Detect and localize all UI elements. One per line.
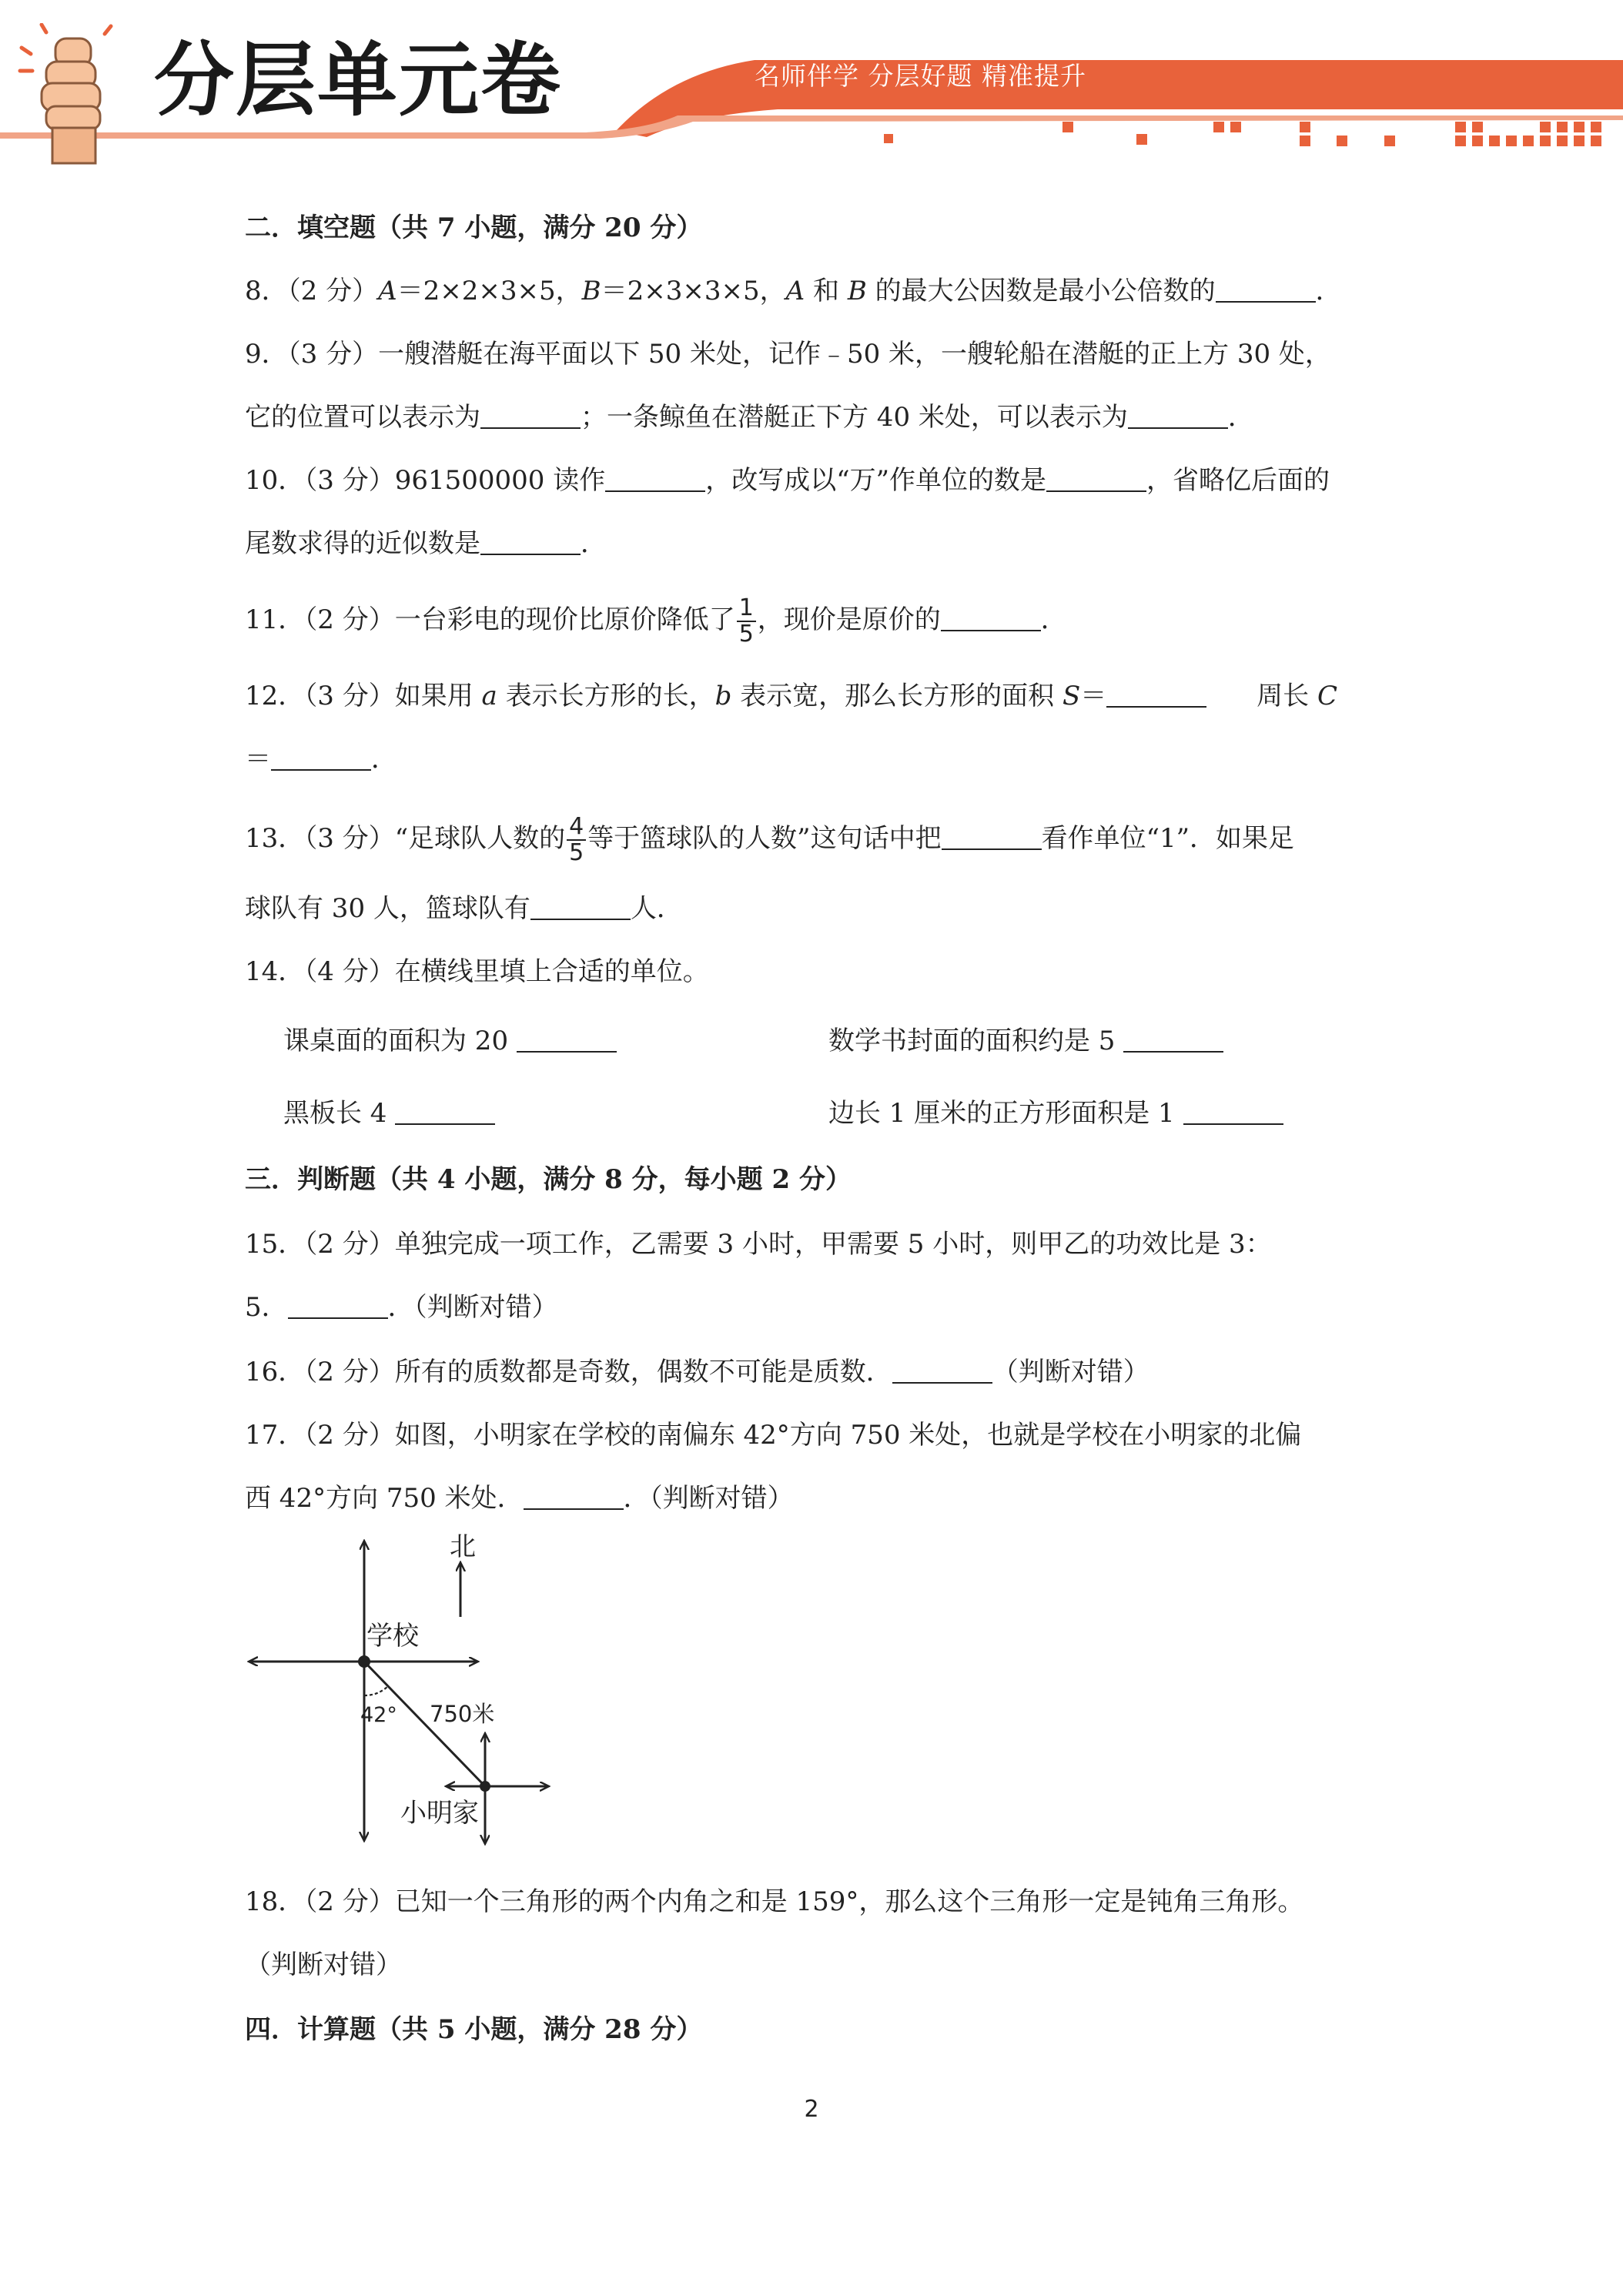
question-17-line-2: 西 42°方向 750 米处． ．（判断对错） <box>245 1483 794 1514</box>
question-12-line-1: 12．（3 分）如果用 a 表示长方形的长，b 表示宽，那么长方形的面积 S＝ 周长 C <box>245 681 1337 711</box>
question-9-line-1: 9．（3 分）一艘潜艇在海平面以下 50 米处，记作﹣50 米，一艘轮船在潜艇的正上方 30 处， <box>245 339 1331 370</box>
answer-blank[interactable] <box>941 607 1041 631</box>
question-11: 11．（2 分）一台彩电的现价比原价降低了 $\frac{1}{5}$ ，现价是原价的 ． <box>245 594 1067 648</box>
question-18-line-1: 18．（2 分）已知一个三角形的两个内角之和是 159°，那么这个三角形一定是钝角三角形。 <box>245 1886 1304 1917</box>
header-slogan: 名师伴学 分层好题 精准提升 <box>755 61 1086 91</box>
school-label: 学校 <box>366 1621 419 1652</box>
question-18-line-2: （判断对错） <box>245 1950 402 1980</box>
fraction: $\frac{4}{5}$ <box>567 815 586 865</box>
question-13-line-2: 球队有 30 人，篮球队有 人． <box>245 893 683 924</box>
question-10-line-1: 10．（3 分）961500000 读作 ，改写成以“万”作单位的数是 ，省略亿后面的 <box>245 465 1330 496</box>
answer-blank[interactable] <box>524 1485 624 1510</box>
question-14-item-3: 黑板长 4 <box>283 1096 776 1130</box>
question-14-item-1: 课桌面的面积为 20 <box>283 1024 776 1058</box>
answer-blank[interactable] <box>271 746 371 771</box>
section-heading-true-false: 三．判断题（共 4 小题，满分 8 分，每小题 2 分） <box>245 1164 852 1195</box>
answer-blank[interactable] <box>1123 1028 1223 1053</box>
question-15-line-1: 15．（2 分）单独完成一项工作，乙需要 3 小时，甲需要 5 小时，则甲乙的功效比是 3： <box>245 1229 1272 1260</box>
answer-blank[interactable] <box>1183 1100 1283 1125</box>
answer-blank[interactable] <box>517 1028 617 1053</box>
school-point <box>358 1655 370 1668</box>
answer-blank[interactable] <box>530 895 631 920</box>
answer-blank[interactable] <box>480 404 581 429</box>
question-13-line-1: 13．（3 分）“足球队人数的 $\frac{4}{5}$ 等于篮球队的人数”这句话中把 看作单位“1”．如果足 <box>245 813 1294 866</box>
question-16: 16．（2 分）所有的质数都是奇数，偶数不可能是质数． （判断对错） <box>245 1357 1149 1387</box>
direction-diagram <box>245 1532 568 1848</box>
home-point <box>480 1781 490 1792</box>
answer-blank[interactable] <box>395 1100 495 1125</box>
answer-blank[interactable] <box>605 467 705 492</box>
home-label: 小明家 <box>400 1798 479 1829</box>
question-14-item-4: 边长 1 厘米的正方形面积是 1 <box>828 1096 1367 1130</box>
page-number: 2 <box>804 2096 819 2123</box>
fist-icon <box>15 23 131 169</box>
answer-blank[interactable] <box>1216 278 1316 303</box>
section-heading-calculation: 四．计算题（共 5 小题，满分 28 分） <box>245 2014 703 2045</box>
question-14: 14．（4 分）在横线里填上合适的单位。 <box>245 956 709 987</box>
question-9-line-2: 它的位置可以表示为 ；一条鲸鱼在潜艇正下方 40 米处，可以表示为 ． <box>245 402 1254 433</box>
question-17-line-1: 17．（2 分）如图，小明家在学校的南偏东 42°方向 750 米处，也就是学校在小明家的北偏 <box>245 1420 1302 1451</box>
answer-blank[interactable] <box>480 530 581 555</box>
angle-arc <box>364 1686 388 1695</box>
answer-blank[interactable] <box>1128 404 1228 429</box>
answer-blank[interactable] <box>942 825 1042 850</box>
north-label: 北 <box>450 1532 476 1562</box>
question-14-item-2: 数学书封面的面积约是 5 <box>828 1024 1367 1058</box>
question-10-line-2: 尾数求得的近似数是 ． <box>245 528 607 559</box>
question-8: 8．（2 分）A＝2×2×3×5，B＝2×3×3×5，A 和 B 的最大公因数是最小公倍数的 ． <box>245 276 1342 306</box>
answer-blank[interactable] <box>288 1294 388 1319</box>
distance-label: 750米 <box>430 1701 495 1727</box>
fraction: $\frac{1}{5}$ <box>737 596 756 647</box>
angle-label: 42° <box>360 1703 397 1727</box>
section-heading-fill-in: 二．填空题（共 7 小题，满分 20 分） <box>245 213 703 243</box>
brand-title: 分层单元卷 <box>154 33 563 127</box>
answer-blank[interactable] <box>1106 683 1206 708</box>
question-12-line-2: ＝ ． <box>245 744 397 775</box>
page-header <box>0 0 1623 169</box>
answer-blank[interactable] <box>1046 467 1146 492</box>
answer-blank[interactable] <box>892 1359 992 1384</box>
question-15-line-2: 5． ．（判断对错） <box>245 1292 558 1323</box>
